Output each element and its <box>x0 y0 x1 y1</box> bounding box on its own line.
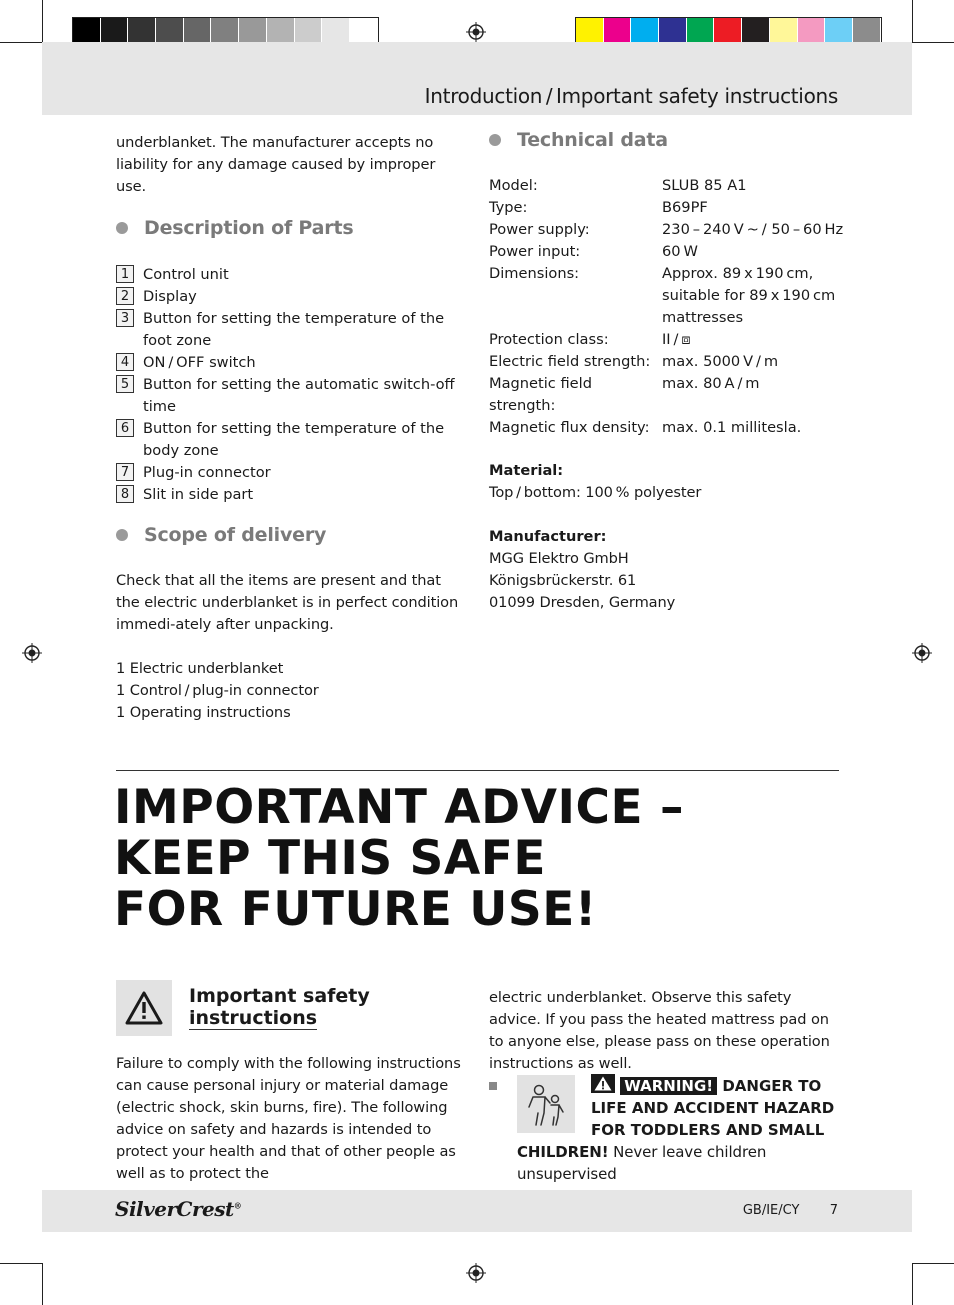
list-item: 1 Electric underblanket <box>116 660 284 677</box>
tech-value: II / ⧈ <box>662 331 691 348</box>
manufacturer-line: Königsbrückerstr. 61 <box>489 572 637 589</box>
tech-value: max. 0.1 millitesla. <box>662 419 802 436</box>
registration-mark-icon <box>466 22 486 42</box>
tech-value: max. 80 A / m <box>662 375 760 392</box>
tech-value: Approx. 89 x 190 cm, suitable for 89 x 190 cm mattresses <box>662 265 836 326</box>
material-label: Material: <box>489 462 564 479</box>
section-divider <box>116 770 839 771</box>
warning-text: DANGER TO <box>722 1077 822 1095</box>
part-item <box>116 264 466 286</box>
part-number: 3 <box>116 309 134 327</box>
page-header-title: Introduction / Important safety instructions <box>424 84 838 108</box>
part-item <box>116 352 466 374</box>
tech-value: B69PF <box>662 199 708 216</box>
safety-right-paragraph: electric underblanket. Observe this safety advice. If you pass the heated mattress pad on to anyone else, please pass on these operation instructions as well. <box>489 989 830 1072</box>
table-row <box>489 263 849 329</box>
heading-bullet-icon <box>116 222 128 234</box>
tech-key: Power supply: <box>489 221 590 238</box>
part-item <box>116 462 466 484</box>
part-label: ON / OFF switch <box>143 354 256 371</box>
registration-mark-icon <box>466 1263 486 1283</box>
registered-mark: ® <box>233 1200 242 1211</box>
part-item <box>116 286 466 308</box>
warning-text: LIFE AND ACCIDENT HAZARD <box>591 1099 835 1117</box>
safety-paragraph: Failure to comply with the following instructions can cause personal injury or material damage (electric shock, skin burns, fire). The following advice on safety and hazards is intended to protect your health and that of other people as well as to protect the <box>116 1055 461 1182</box>
manufacturer-block <box>489 526 839 614</box>
safety-instructions-heading <box>189 985 370 1029</box>
warning-triangle-box <box>116 980 172 1036</box>
tech-value: SLUB 85 A1 <box>662 177 747 194</box>
warning-children-bold: CHILDREN! <box>517 1143 609 1161</box>
table-row <box>489 329 849 351</box>
square-bullet-icon <box>489 1082 497 1090</box>
tech-key: Magnetic field strength: <box>489 375 592 414</box>
manufacturer-label: Manufacturer: <box>489 528 607 545</box>
table-row <box>489 373 849 417</box>
tech-key: Type: <box>489 199 528 216</box>
technical-data-heading <box>489 129 668 151</box>
part-item <box>116 374 466 418</box>
part-item <box>116 308 466 352</box>
warning-text: FOR TODDLERS AND SMALL <box>591 1121 825 1139</box>
part-label: Button for setting the temperature of the foot zone <box>143 310 445 349</box>
crop-mark <box>912 42 954 43</box>
part-label: Button for setting the automatic switch-off time <box>143 376 455 415</box>
part-label: Display <box>143 288 197 305</box>
logo-text: SilverCrest <box>115 1197 234 1221</box>
description-of-parts-heading <box>116 217 353 239</box>
children-icon <box>517 1075 575 1133</box>
part-number: 1 <box>116 265 134 283</box>
tech-key: Magnetic flux density: <box>489 419 650 436</box>
part-label: Control unit <box>143 266 229 283</box>
crop-mark <box>912 0 913 42</box>
crop-mark <box>0 1263 42 1264</box>
safety-heading-line: instructions <box>189 1007 318 1029</box>
material-block <box>489 460 839 504</box>
table-row <box>489 197 849 219</box>
footer-page-info <box>743 1203 838 1218</box>
table-row <box>489 175 849 197</box>
warning-children-rest: Never leave children unsupervised <box>517 1143 767 1183</box>
part-label: Slit in side part <box>143 486 254 503</box>
heading-bullet-icon <box>116 529 128 541</box>
scope-of-delivery-list <box>116 658 466 724</box>
tech-key: Protection class: <box>489 331 609 348</box>
scope-of-delivery-heading <box>116 524 326 546</box>
part-number: 2 <box>116 287 134 305</box>
manufacturer-line: MGG Elektro GmbH <box>489 550 629 567</box>
registration-mark-icon <box>22 643 42 663</box>
child-hazard-pictogram <box>517 1075 575 1133</box>
crop-mark <box>912 1263 954 1264</box>
part-number: 4 <box>116 353 134 371</box>
crop-mark <box>0 42 42 43</box>
table-row <box>489 351 849 373</box>
important-advice-line: FOR FUTURE USE! <box>114 882 597 937</box>
warning-block <box>591 1074 851 1141</box>
crop-mark <box>912 1263 913 1305</box>
tech-key: Model: <box>489 177 538 194</box>
technical-data-heading-text: Technical data <box>517 129 668 151</box>
part-number: 5 <box>116 375 134 393</box>
intro-continuation-text: underblanket. The manufacturer accepts no liability for any damage caused by improper use. <box>116 134 436 195</box>
warning-triangle-icon <box>124 990 164 1026</box>
important-advice-title <box>114 782 684 935</box>
list-item: 1 Operating instructions <box>116 704 291 721</box>
silvercrest-logo <box>115 1197 241 1221</box>
warning-triangle-icon <box>591 1074 615 1093</box>
tech-key: Power input: <box>489 243 581 260</box>
warning-first-line <box>591 1074 851 1097</box>
scope-of-delivery-intro: Check that all the items are present and that the electric underblanket is in perfect condition immedi-ately after unpacking. <box>116 572 459 633</box>
part-number: 7 <box>116 463 134 481</box>
important-advice-line: IMPORTANT ADVICE – <box>114 780 684 835</box>
crop-mark <box>42 0 43 42</box>
warning-continuation <box>517 1141 857 1185</box>
tech-key: Electric field strength: <box>489 353 651 370</box>
page-number: 7 <box>829 1203 838 1218</box>
description-of-parts-heading-text: Description of Parts <box>144 217 354 239</box>
material-value: Top / bottom: 100 % polyester <box>489 484 702 501</box>
part-number: 8 <box>116 485 134 503</box>
part-label: Plug-in connector <box>143 464 271 481</box>
tech-value: 60 W <box>662 243 698 260</box>
parts-list <box>116 264 466 506</box>
table-row <box>489 241 849 263</box>
footer-locale: GB/IE/CY <box>742 1203 800 1218</box>
table-row <box>489 417 849 439</box>
registration-mark-icon <box>912 643 932 663</box>
table-row <box>489 219 849 241</box>
part-label: Button for setting the temperature of the body zone <box>143 420 445 459</box>
safety-heading-line: Important safety <box>189 985 370 1007</box>
tech-value: 230 – 240 V ~ / 50 – 60 Hz <box>662 221 844 238</box>
part-item <box>116 418 466 462</box>
tech-value: max. 5000 V / m <box>662 353 779 370</box>
heading-bullet-icon <box>489 134 501 146</box>
tech-key: Dimensions: <box>489 265 580 282</box>
part-item <box>116 484 466 506</box>
important-advice-line: KEEP THIS SAFE <box>114 831 546 886</box>
crop-mark <box>42 1263 43 1305</box>
technical-data-table <box>489 175 849 439</box>
manufacturer-line: 01099 Dresden, Germany <box>489 594 676 611</box>
scope-of-delivery-heading-text: Scope of delivery <box>144 524 327 546</box>
list-item: 1 Control / plug-in connector <box>116 682 319 699</box>
warning-tag: WARNING! <box>620 1077 717 1095</box>
part-number: 6 <box>116 419 134 437</box>
